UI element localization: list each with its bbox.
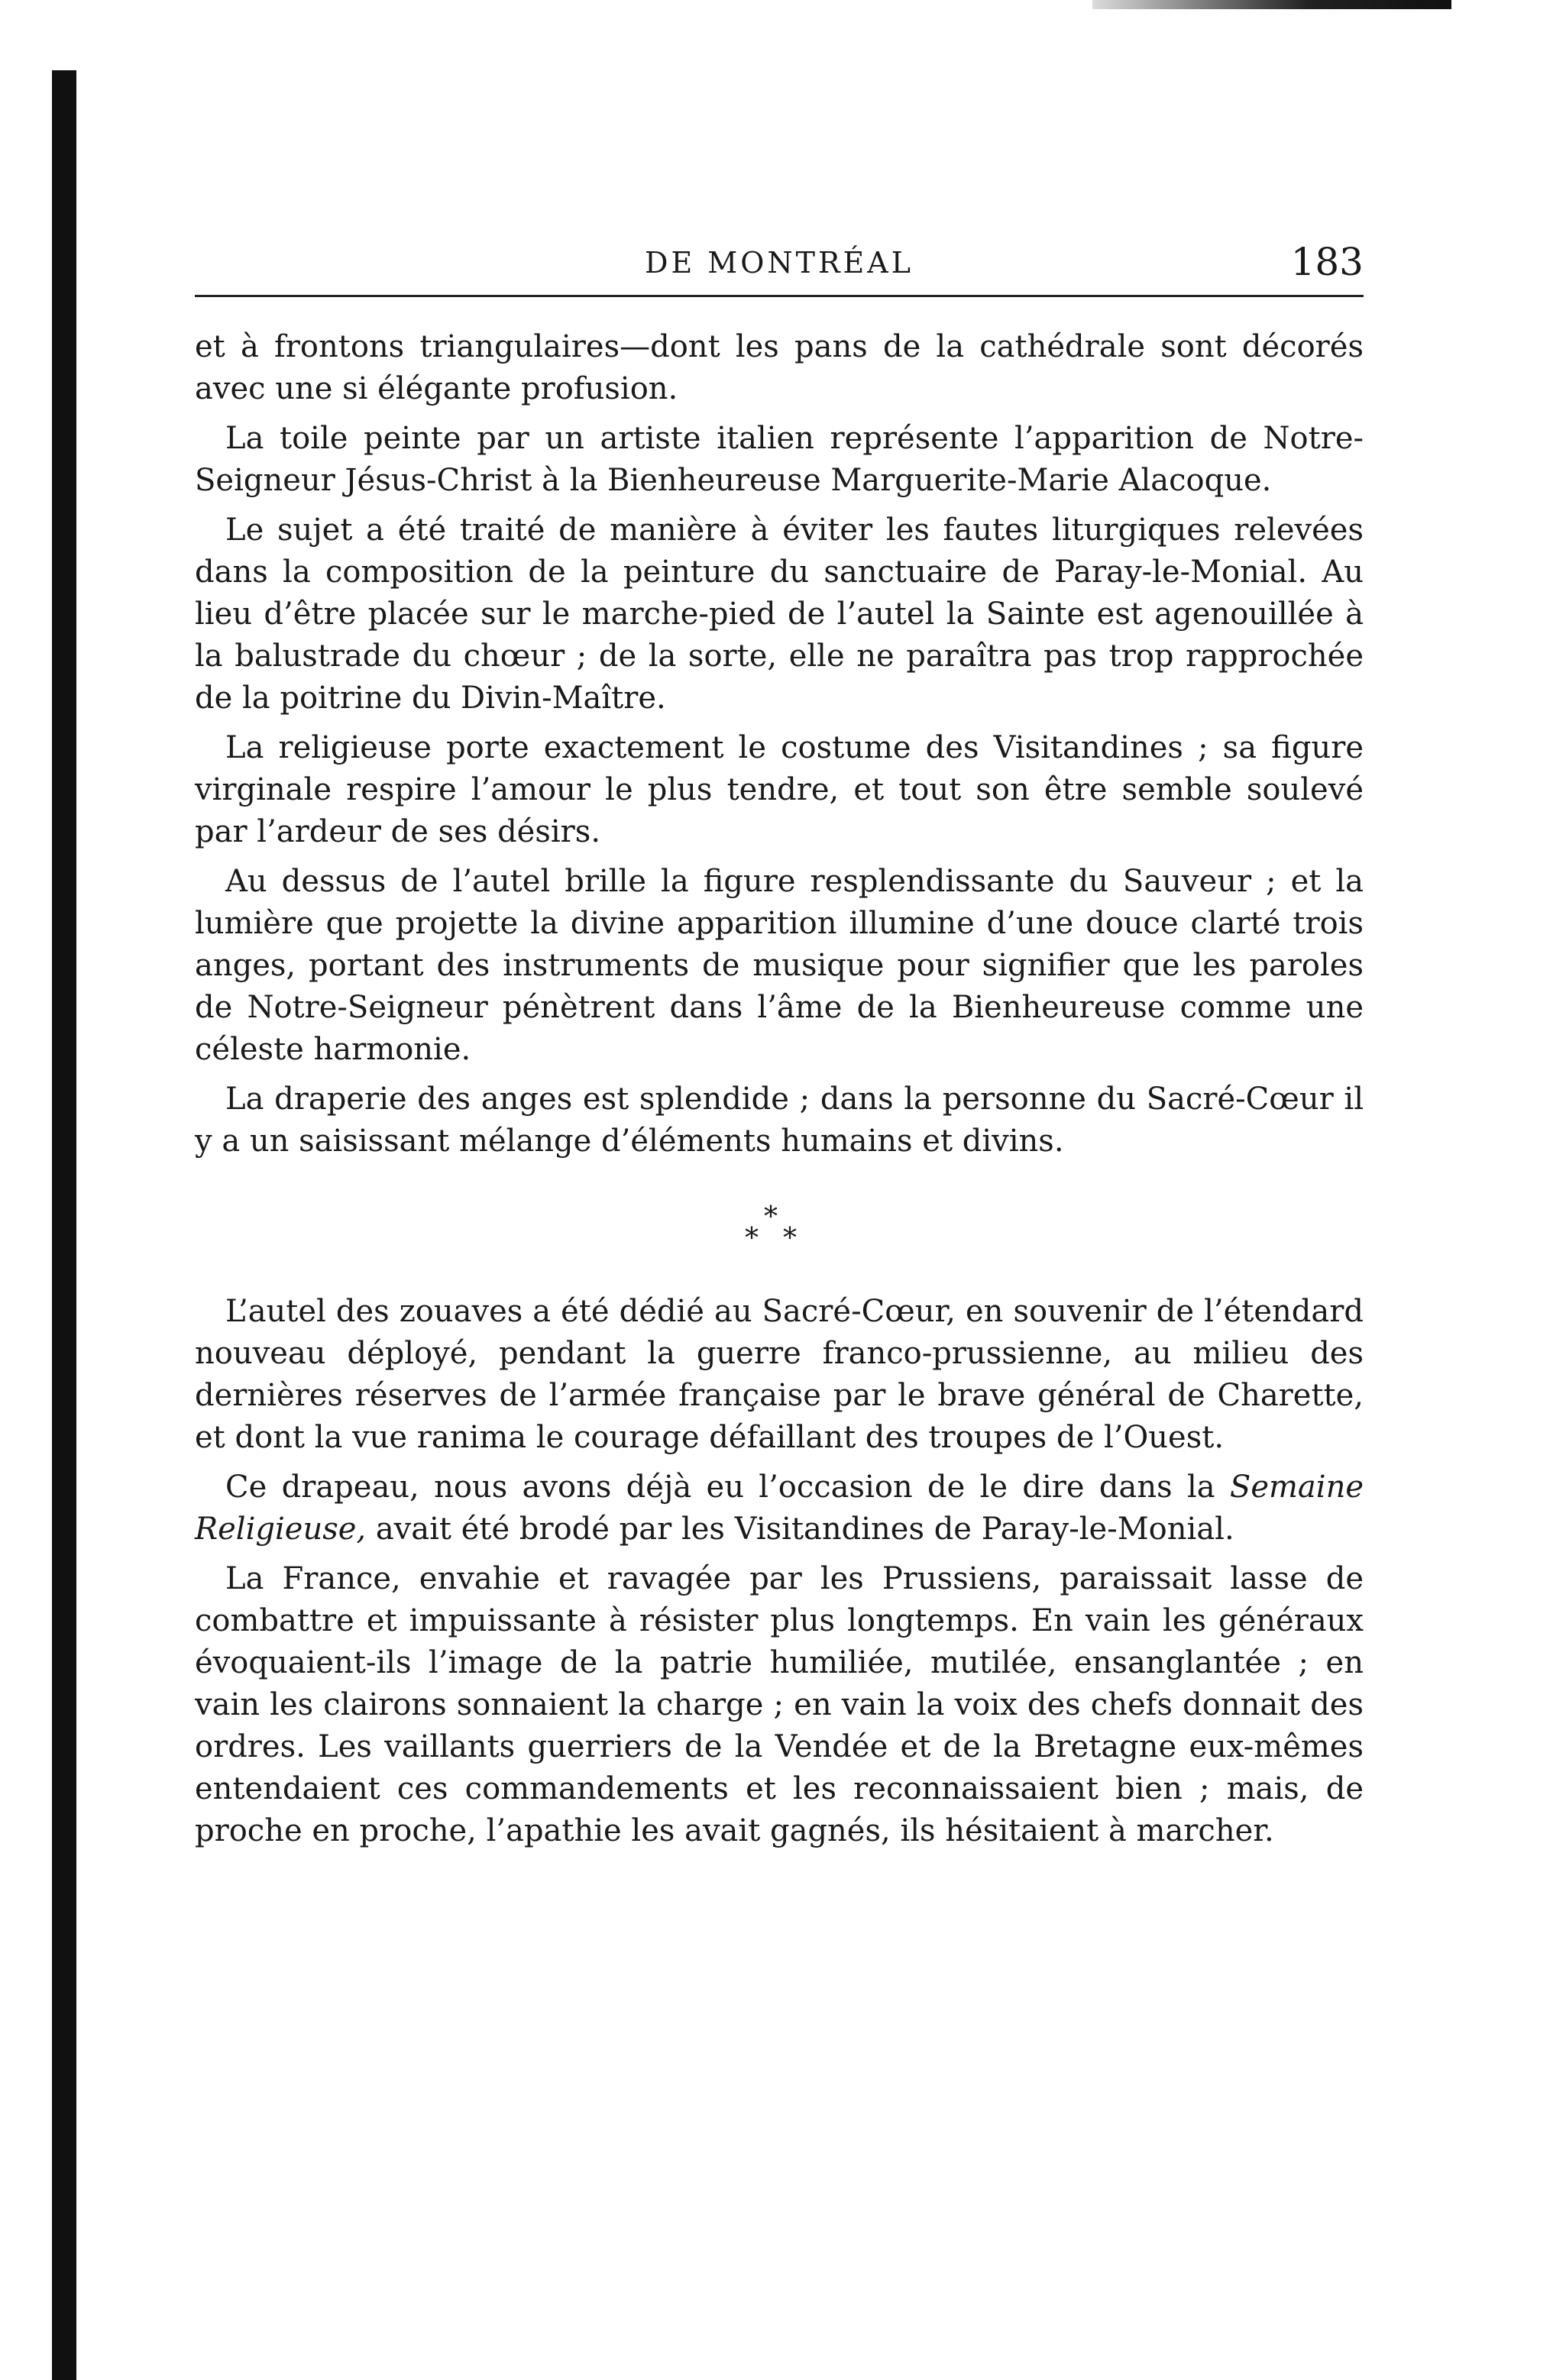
asterism-star-left: * bbox=[745, 1223, 759, 1254]
asterism-star-right: * bbox=[783, 1223, 797, 1254]
paragraph-9: La France, envahie et ravagée par les Prussiens, paraissait lasse de combattre et impuissante à résister plus longtemps. En vain les généraux évoquaient-ils l’image de la patrie humiliée, mutilée, ensanglantée ; en vain les clairons sonnaient la charge ; en vain la voix des chefs donnait des ordres. Les vaillants guerriers de la Vendée et de la Bretagne eux-mêmes entendaient ces commandements et les reconnaissaient bien ; mais, de proche en proche, l’apathie les avait gagnés, ils hésitaient à marcher. bbox=[195, 1561, 1364, 1848]
scan-edge-top bbox=[1092, 0, 1451, 9]
paragraph-2: La toile peinte par un artiste italien représente l’apparition de Notre-Seigneur Jésus-Christ à la Bienheureuse Marguerite-Marie Alacoque. bbox=[195, 421, 1364, 498]
running-title: DE MONTRÉAL bbox=[645, 246, 914, 280]
paragraph-8-text-before: Ce drapeau, nous avons déjà eu l’occasion de le dire dans la bbox=[225, 1470, 1230, 1505]
paragraph-4: La religieuse porte exactement le costume des Visitandines ; sa figure virginale respire l’amour le plus tendre, et tout son être semble soulevé par l’ardeur de ses désirs. bbox=[195, 730, 1364, 849]
asterism-star-top: * bbox=[764, 1201, 778, 1233]
section-break-asterism bbox=[195, 1178, 1364, 1285]
page-header bbox=[195, 229, 1364, 297]
scan-edge-left bbox=[52, 70, 76, 2380]
paragraph-5: Au dessus de l’autel brille la figure resplendissante du Sauveur ; et la lumière que projette la divine apparition illumine d’une douce clarté trois anges, portant des instruments de musique pour signifier que les paroles de Notre-Seigneur pénètrent dans l’âme de la Bienheureuse comme une céleste harmonie. bbox=[195, 864, 1364, 1067]
paragraph-8-text-after: avait été brodé par les Visitandines de Paray-le-Monial. bbox=[366, 1512, 1234, 1547]
body-text bbox=[195, 326, 1364, 1852]
page-number: 183 bbox=[1290, 240, 1364, 284]
book-page bbox=[195, 229, 1364, 1860]
paragraph-6: La draperie des anges est splendide ; dans la personne du Sacré-Cœur il y a un saisissant mélange d’éléments humains et divins. bbox=[195, 1082, 1364, 1159]
paragraph-1: et à frontons triangulaires—dont les pans de la cathédrale sont décorés avec une si élégante profusion. bbox=[195, 329, 1364, 406]
paragraph-3: Le sujet a été traité de manière à éviter les fautes liturgiques relevées dans la composition de la peinture du sanctuaire de Paray-le-Monial. Au lieu d’être placée sur le marche-pied de l’autel la Sainte est agenouillée à la balustrade du chœur ; de la sorte, elle ne paraîtra pas trop rapprochée de la poitrine du Divin-Maître. bbox=[195, 513, 1364, 716]
paragraph-8-italic-title: Semaine Religieuse, bbox=[195, 1470, 1364, 1547]
paragraph-8 bbox=[195, 1466, 1364, 1551]
paragraph-7: L’autel des zouaves a été dédié au Sacré-Cœur, en souvenir de l’étendard nouveau déployé, pendant la guerre franco-prussienne, au milieu des dernières réserves de l’armée française par le brave général de Charette, et dont la vue ranima le courage défaillant des troupes de l’Ouest. bbox=[195, 1294, 1364, 1455]
